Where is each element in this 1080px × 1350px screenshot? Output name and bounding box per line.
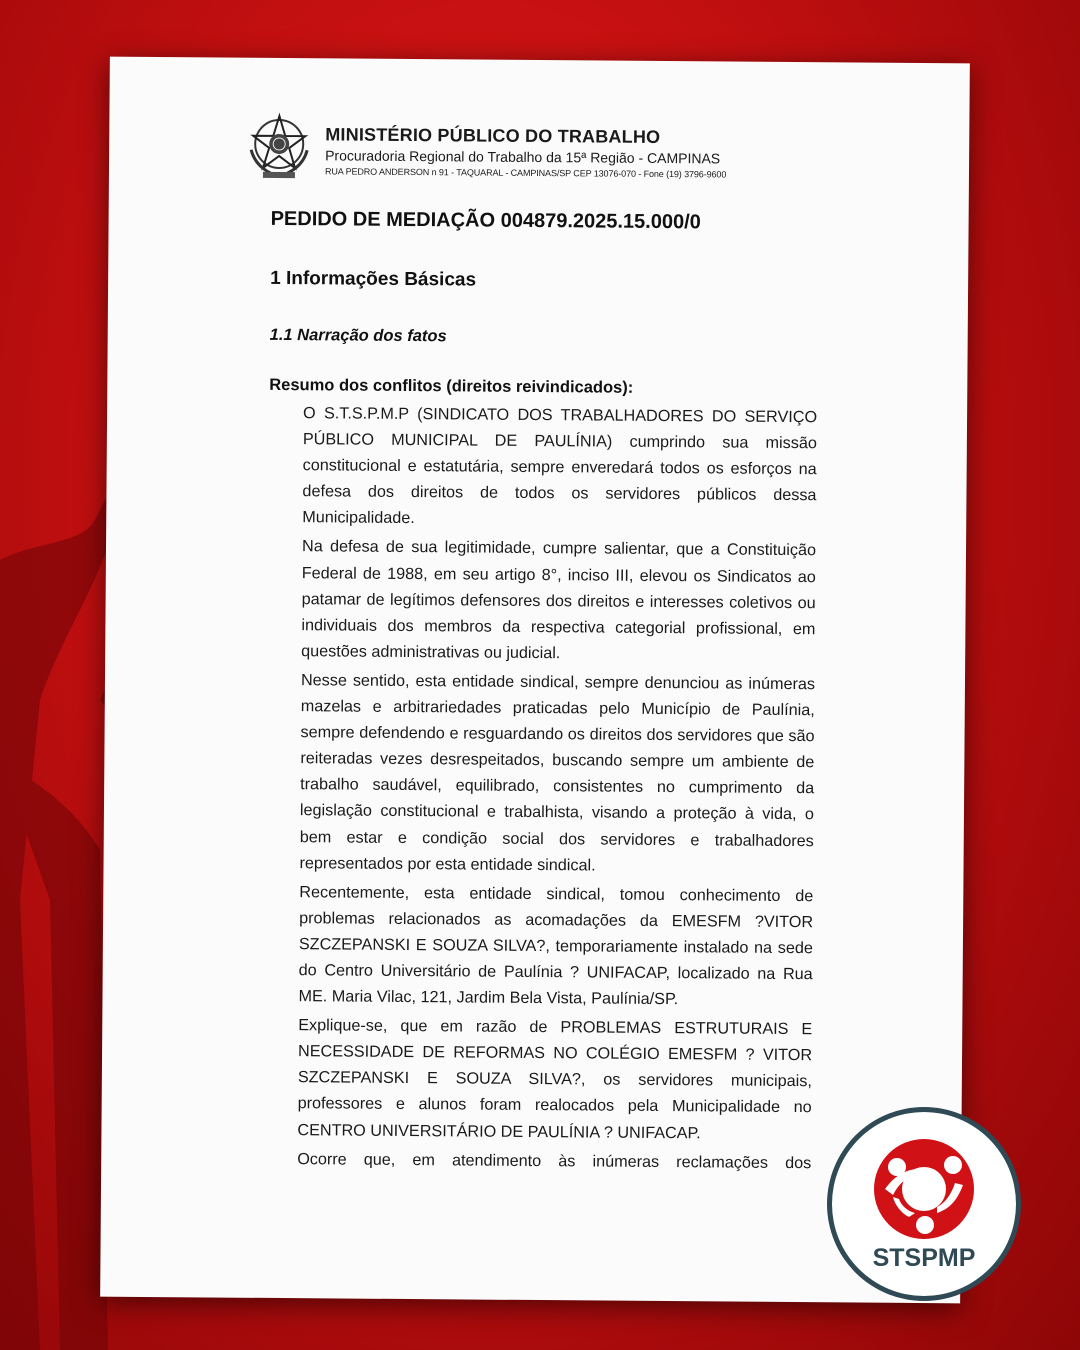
body-paragraph: Explique-se, que em razão de PROBLEMAS ESTRUTURAIS E NECESSIDADE DE REFORMAS NO COLÉGIO EMESFM ? VITOR SZCZEPANSKI E SOUZA SILVA?, os servidores municipais, professores e alunos foram realocados pela Municipalidade no CENTRO UNIVERSITÁRIO DE PAULÍNIA ? UNIFACAP.: [297, 1016, 813, 1142]
document-title: PEDIDO DE MEDIAÇÃO 004879.2025.15.000/0: [270, 207, 701, 234]
body-paragraph: Nesse sentido, esta entidade sindical, sempre denunciou as inúmeras mazelas e arbitrariedades praticadas pelo Município de Paulínia, sempre defendendo e resguardando os direitos dos servidores que são reiteradas vezes desrespeitados, buscando sempre um ambiente de trabalho saudável, equilibrado, consistentes no cumprimento da legislação constitucional e trabalhista, visando a proteção à vida, o bem estar e condição social dos servidores e trabalhadores representados por esta entidade sindical.: [299, 671, 816, 875]
subsection-heading: 1.1 Narração dos fatos: [269, 325, 447, 346]
summary-label: Resumo dos conflitos (direitos reivindicados):: [269, 375, 634, 397]
section-heading: 1 Informações Básicas: [270, 267, 477, 291]
body-paragraph: Na defesa de sua legitimidade, cumpre salientar, que a Constituição Federal de 1988, em seu artigo 8°, inciso III, elevou os Sindicatos ao patamar de legítimos defensores dos direitos e interesses coletivos ou individuais dos membros da respectiva categorial profissional, em questões administrativas ou judicial.: [301, 537, 817, 663]
document-header: [243, 110, 844, 195]
stspmp-logo: [825, 1105, 1023, 1303]
document-body: [297, 400, 817, 1179]
logo-text: STSPMP: [872, 1244, 976, 1272]
organization-block: [325, 124, 727, 179]
organization-subtitle: Procuradoria Regional do Trabalho da 15ª Região - CAMPINAS: [325, 147, 721, 167]
body-paragraph: O S.T.S.P.M.P (SINDICATO DOS TRABALHADORES DO SERVIÇO PÚBLICO MUNICIPAL DE PAULÍNIA) cumprindo sua missão constitucional e estatutária, sempre enveredará todos os esforços na defesa dos direitos de todos os servidores públicos dessa Municipalidade.: [302, 404, 818, 528]
brazil-coat-of-arms-icon: [243, 110, 316, 183]
union-people-circle-icon: [874, 1139, 974, 1239]
body-paragraph: Ocorre que, em atendimento às inúmeras reclamações dos: [297, 1149, 812, 1172]
organization-name: MINISTÉRIO PÚBLICO DO TRABALHO: [325, 124, 661, 147]
body-paragraph: Recentemente, esta entidade sindical, tomou conhecimento de problemas relacionados as acomadações da EMESFM ?VITOR SZCZEPANSKI E SOUZA SILVA?, temporariamente instalado na sede do Centro Universitário de Paulínia ? UNIFACAP, localizado na Rua ME. Maria Vilac, 121, Jardim Bela Vista, Paulínia/SP.: [298, 882, 814, 1009]
organization-address: RUA PEDRO ANDERSON n 91 - TAQUARAL - CAMPINAS/SP CEP 13076-070 - Fone (19) 3796-9600: [324, 166, 727, 180]
